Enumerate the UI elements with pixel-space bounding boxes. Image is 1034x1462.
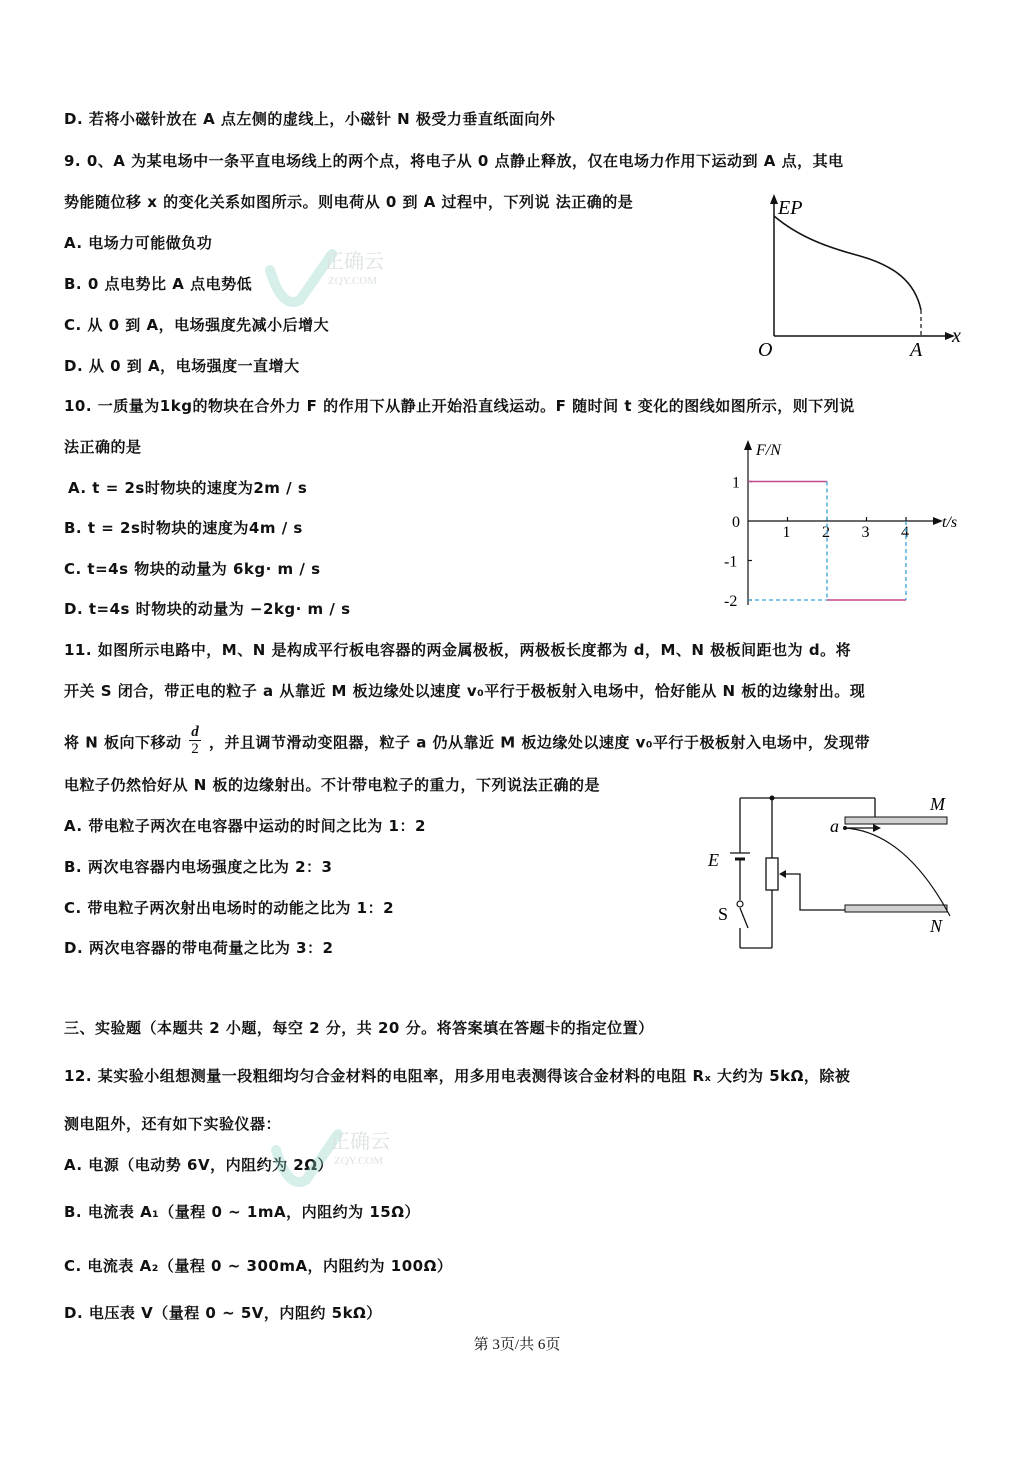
ep-curve [774, 216, 921, 310]
ft-xtick-label-1: 1 [782, 524, 791, 541]
fraction-numerator: d [191, 724, 200, 740]
section-3-heading: 三、实验题（本题共 2 小题，每空 2 分，共 20 分。将答案填在答题卡的指定位置） [64, 1019, 654, 1037]
q8-option-d: D. 若将小磁针放在 A 点左侧的虚线上，小磁针 N 极受力垂直纸面向外 [64, 110, 556, 128]
watermark-brand: 正确云 [324, 251, 384, 273]
q11-stem-2: 开关 S 闭合，带正电的粒子 a 从靠近 M 板边缘处以速度 v₀平行于极板射入电场中，恰好能从 N 板的边缘射出。现 [64, 682, 866, 700]
fraction-d-over-2 [189, 725, 201, 757]
plate-m [845, 817, 947, 824]
q10-option-c: C. t=4s 物块的动量为 6kg· m / s [64, 560, 321, 578]
ft-ylabel: F/N [756, 442, 781, 459]
label-n: N [930, 916, 943, 936]
slider-arrow [779, 870, 786, 878]
ft-ytick-label--1: -1 [724, 553, 738, 571]
watermark-brand-2: 正确云 [330, 1131, 390, 1153]
q11-stem-3a: 将 N 板向下移动 [64, 733, 182, 752]
fraction-denominator: 2 [191, 741, 200, 757]
page-footer: 第 3页/共 6页 [473, 1337, 561, 1353]
ep-ylabel: EP [778, 197, 803, 219]
q9-option-d: D. 从 0 到 A，电场强度一直增大 [64, 357, 300, 375]
label-e: E [708, 850, 719, 870]
q10-option-b: B. t = 2s时物块的速度为4m / s [64, 519, 303, 537]
q12-stem-1: 12. 某实验小组想测量一段粗细均匀合金材料的电阻率，用多用电表测得该合金材料的电阻 Rₓ 大约为 5kΩ，除被 [64, 1067, 851, 1085]
switch-pivot [737, 901, 743, 907]
q9-option-a: A. 电场力可能做负功 [64, 234, 213, 252]
ft-xtick-label-4: 4 [901, 524, 909, 541]
ep-y-arrow [770, 194, 778, 204]
q11-option-b: B. 两次电容器内电场强度之比为 2：3 [64, 858, 333, 876]
circuit-diagram [700, 788, 970, 958]
label-s: S [718, 904, 729, 924]
q10-stem-2: 法正确的是 [64, 438, 142, 456]
ft-xtick-label-3: 3 [861, 524, 870, 541]
q12-option-a: A. 电源（电动势 6V，内阻约为 2Ω） [64, 1156, 333, 1174]
f-t-graph [720, 435, 970, 615]
q10-option-d: D. t=4s 时物块的动量为 −2kg· m / s [64, 600, 351, 618]
plate-n [845, 905, 947, 912]
watermark-domain: ZQY.COM [328, 275, 378, 287]
label-m: M [930, 794, 945, 814]
ep-origin-label: O [758, 339, 773, 361]
q12-stem-2: 测电阻外，还有如下实验仪器： [64, 1115, 282, 1133]
q11-option-a: A. 带电粒子两次在电容器中运动的时间之比为 1：2 [64, 817, 426, 835]
velocity-arrowhead [873, 824, 881, 832]
q10-stem-1: 10. 一质量为1kg的物块在合外力 F 的作用下从静止开始沿直线运动。F 随时间 t 变化的图线如图所示，则下列说 [64, 397, 855, 415]
q11-stem-1: 11. 如图所示电路中，M、N 是构成平行板电容器的两金属极板，两极板长度都为 d，M、N 极板间距也为 d。将 [64, 641, 852, 659]
q10-option-a: A. t = 2s时物块的速度为2m / s [68, 479, 308, 497]
q11-option-c: C. 带电粒子两次射出电场时的动能之比为 1：2 [64, 899, 395, 917]
q12-option-c: C. 电流表 A₂（量程 0 ~ 300mA，内阻约为 100Ω） [64, 1257, 453, 1275]
ft-xlabel: t/s [942, 514, 958, 531]
q9-stem-2: 势能随位移 x 的变化关系如图所示。则电荷从 0 到 A 过程中，下列说 法正确的是 [64, 193, 634, 211]
q12-option-b: B. 电流表 A₁（量程 0 ~ 1mA，内阻约为 15Ω） [64, 1203, 420, 1221]
switch-lever [740, 908, 748, 928]
ft-ytick-label-1: 1 [732, 474, 740, 492]
rheostat [766, 858, 778, 890]
ep-point-a-label: A [910, 339, 923, 361]
ep-xlabel: x [952, 325, 961, 347]
q12-option-d: D. 电压表 V（量程 0 ~ 5V，内阻约 5kΩ） [64, 1304, 382, 1322]
watermark-domain-2: ZQY.COM [334, 1155, 384, 1167]
particle-trajectory [845, 828, 950, 916]
q11-stem-3b: ，并且调节滑动变阻器，粒子 a 仍从靠近 M 板边缘处以速度 v₀平行于极板射入电场中，发现带 [208, 733, 870, 752]
watermark-logo-2 [268, 1120, 428, 1200]
ft-ytick-label-0: 0 [732, 514, 740, 531]
watermark-logo [262, 240, 422, 320]
wire-slider-to-n [780, 874, 845, 910]
ft-y-arrow [744, 440, 752, 450]
q11-option-d: D. 两次电容器的带电荷量之比为 3：2 [64, 939, 334, 957]
q9-option-c: C. 从 0 到 A，电场强度先减小后增大 [64, 316, 330, 334]
q9-option-b: B. 0 点电势比 A 点电势低 [64, 275, 253, 293]
ft-ytick-label--2: -2 [724, 593, 738, 610]
ep-x-graph [750, 190, 980, 365]
label-a: a [830, 816, 839, 836]
q11-stem-4: 电粒子仍然恰好从 N 板的边缘射出。不计带电粒子的重力，下列说法正确的是 [64, 776, 601, 794]
q9-stem-1: 9. 0、A 为某电场中一条平直电场线上的两个点，将电子从 0 点静止释放，仅在电场力作用下运动到 A 点，其电 [64, 152, 844, 170]
ft-xtick-label-2: 2 [822, 524, 830, 541]
q11-stem-3 [64, 724, 870, 759]
